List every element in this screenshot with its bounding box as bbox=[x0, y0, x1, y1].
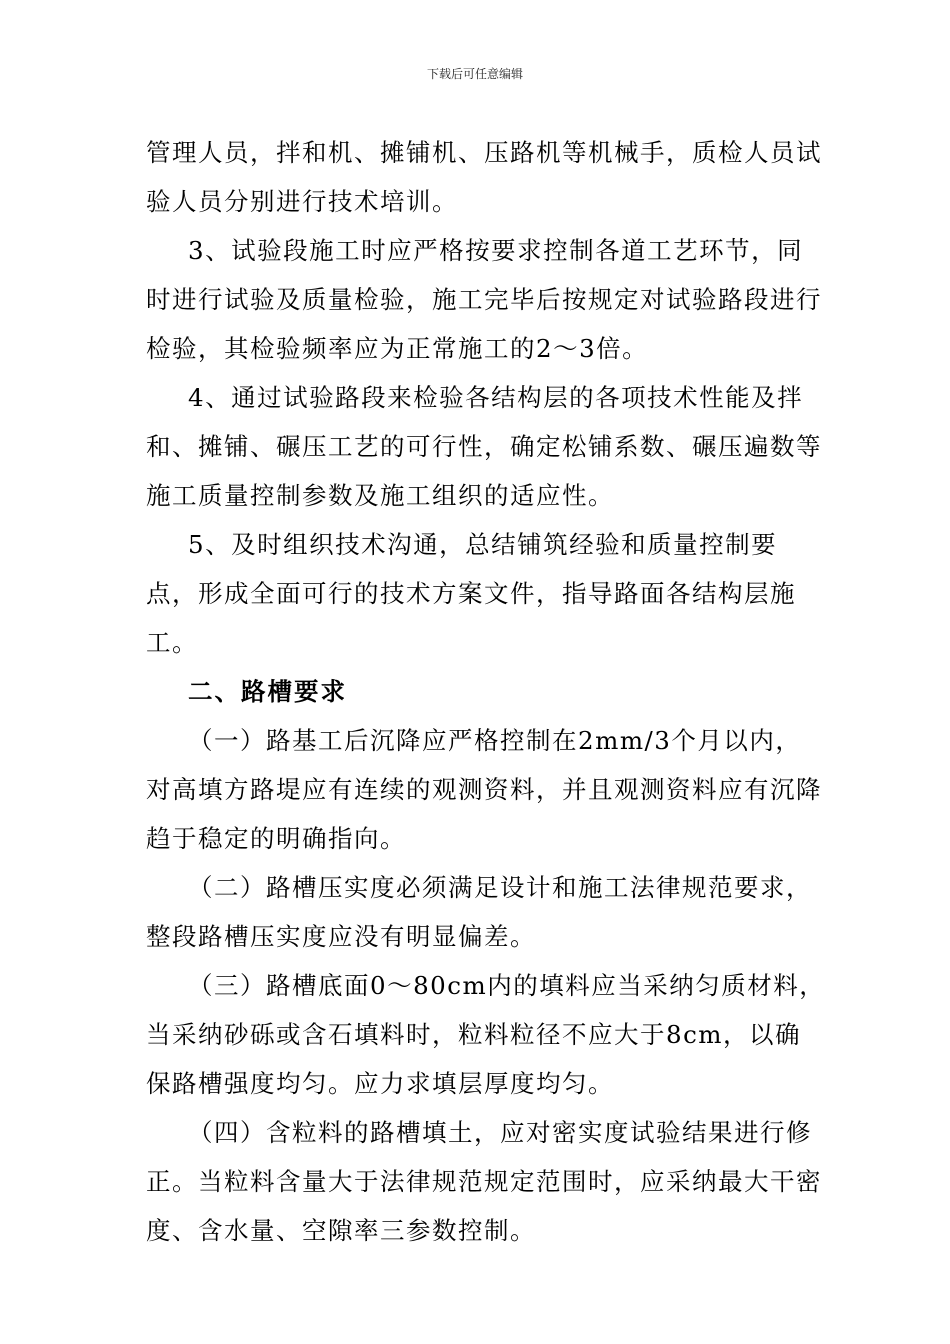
paragraph-subitem-4: （四）含粒料的路槽填土，应对密实度试验结果进行修正。当粒料含量大于法律规范规定范围时，应采纳最大干密度、含水量、空隙率三参数控制。 bbox=[146, 1118, 822, 1245]
paragraph-item-4: 4、通过试验路段来检验各结构层的各项技术性能及拌和、摊铺、碾压工艺的可行性，确定松铺系数、碾压遍数等施工质量控制参数及施工组织的适应性。 bbox=[146, 383, 822, 510]
page-header: 下载后可任意编辑 bbox=[426, 67, 523, 81]
document-body bbox=[146, 128, 826, 1255]
paragraph-training: 管理人员，拌和机、摊铺机、压路机等机械手，质检人员试验人员分别进行技术培训。 bbox=[146, 138, 822, 216]
paragraph-subitem-2: （二）路槽压实度必须满足设计和施工法律规范要求，整段路槽压实度应没有明显偏差。 bbox=[146, 873, 812, 951]
paragraph-item-3: 3、试验段施工时应严格按要求控制各道工艺环节，同时进行试验及质量检验，施工完毕后按规定对试验路段进行检验，其检验频率应为正常施工的2～3倍。 bbox=[146, 236, 822, 363]
paragraph-item-5: 5、及时组织技术沟通，总结铺筑经验和质量控制要点，形成全面可行的技术方案文件，指导路面各结构层施工。 bbox=[146, 530, 796, 657]
section-heading: 二、路槽要求 bbox=[188, 677, 347, 706]
paragraph-subitem-1: （一）路基工后沉降应严格控制在2mm/3个月以内，对高填方路堤应有连续的观测资料，并且观测资料应有沉降趋于稳定的明确指向。 bbox=[146, 726, 822, 853]
paragraph-subitem-3: （三）路槽底面0～80cm内的填料应当采纳匀质材料，当采纳砂砾或含石填料时，粒料粒径不应大于8cm，以确保路槽强度均匀。应力求填层厚度均匀。 bbox=[146, 971, 826, 1098]
